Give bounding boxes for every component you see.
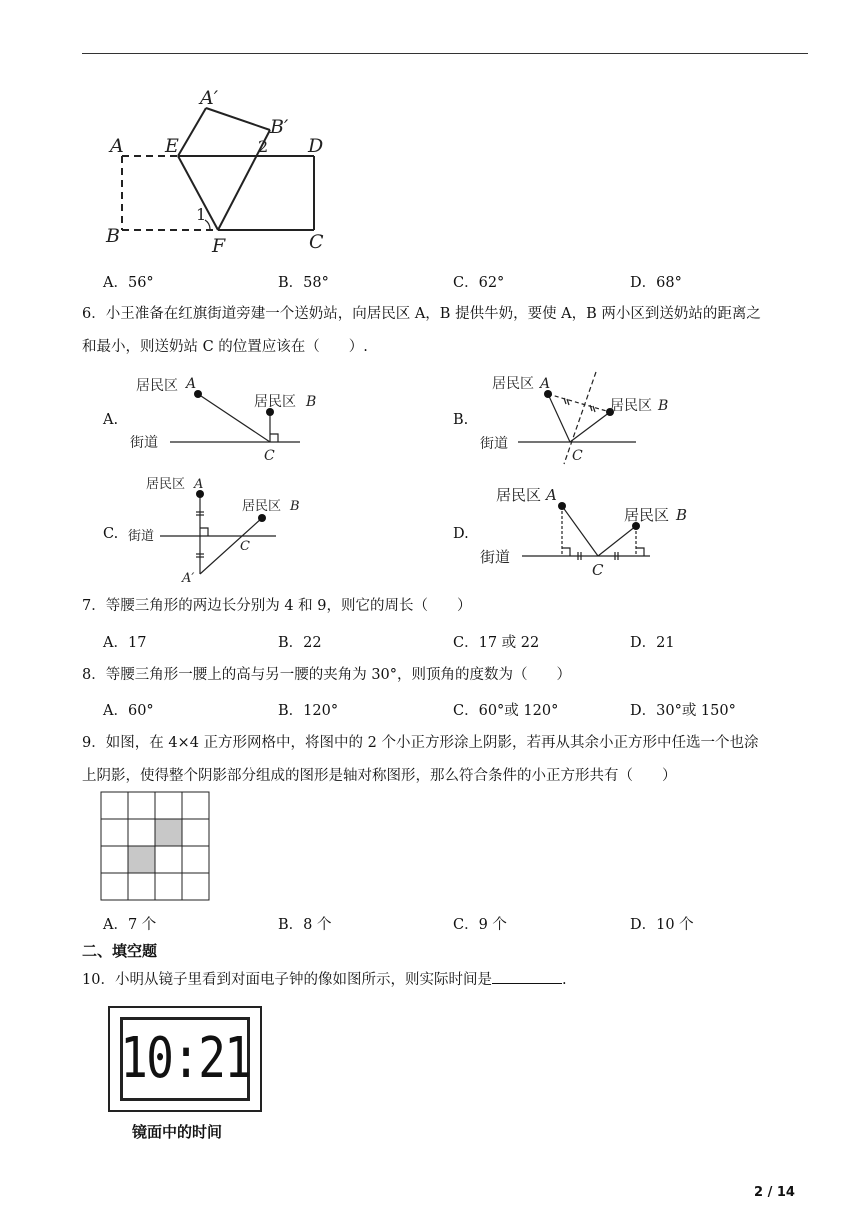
q5-figure [100,84,360,260]
q6a-area-b: 居民区 [254,394,296,410]
q6c-street: 街道 [128,529,155,544]
label-F: F [212,235,226,257]
label-1: 1 [196,205,207,224]
q6-option-d-label[interactable]: D. [453,526,469,542]
q7-option-b[interactable]: B．22 [278,635,322,651]
q6b-letter-a: A [540,376,551,392]
q6c-area-b: 居民区 [242,499,282,514]
label-A: A [110,135,124,157]
label-C: C [309,231,324,253]
q8-option-d[interactable]: D．30°或 150° [630,703,736,719]
q7-option-c[interactable]: C．17 或 22 [453,635,540,651]
q6b-c: C [572,448,583,464]
q6c-letter-b: B [290,499,300,514]
label-E: E [165,135,179,157]
grid-cell [155,792,182,819]
q10-answer-blank[interactable] [492,969,562,984]
grid-cell [101,846,128,873]
q7-option-d[interactable]: D．21 [630,635,675,651]
q8-option-a[interactable]: A．60° [103,703,154,719]
q10-text: 10．小明从镜子里看到对面电子钟的像如图所示，则实际时间是 [82,972,492,988]
q5-option-c[interactable]: C．62° [453,275,505,291]
q6b-street: 街道 [480,436,508,452]
q6b-area-b: 居民区 [610,398,652,414]
grid-cell [182,792,209,819]
grid-cell [101,819,128,846]
q8-text: 8．等腰三角形一腰上的高与另一腰的夹角为 30°，则顶角的度数为（ ） [82,667,572,683]
grid-cell-shaded [128,846,155,873]
q6a-c: C [264,448,275,464]
q6-option-a-figure [120,368,320,468]
grid-cell [128,873,155,900]
grid-cell-shaded [155,819,182,846]
q5-option-b[interactable]: B．58° [278,275,329,291]
q6c-c: C [240,539,250,554]
q6b-letter-b: B [658,398,669,414]
q6-option-a-label[interactable]: A. [103,412,119,428]
grid-cell [182,819,209,846]
q6c-area-a: 居民区 [146,477,186,492]
clock-digits: 10:21 [119,1026,251,1091]
q6d-area-b: 居民区 [624,506,670,524]
grid-cell [155,873,182,900]
page-number: 2 / 14 [754,1185,795,1200]
grid-cell [182,846,209,873]
q6a-area-a: 居民区 [136,378,178,394]
header-rule [82,53,808,54]
q9-option-b[interactable]: B．8 个 [278,917,332,933]
q6-option-b-label[interactable]: B. [453,412,469,428]
q6-option-b-figure [478,368,678,468]
label-A-prime: A′ [200,87,219,109]
q6d-letter-a: A [546,486,557,504]
q6c-letter-a: A [194,477,204,492]
label-B-prime: B′ [270,116,289,138]
q6d-street: 街道 [480,548,511,566]
q6d-c: C [592,561,604,579]
label-B: B [106,225,120,247]
q6-option-d-figure [478,480,708,580]
label-D: D [308,135,324,157]
q5-option-d[interactable]: D．68° [630,275,682,291]
q10-line [82,968,567,992]
q9-option-d[interactable]: D．10 个 [630,917,694,933]
label-2: 2 [258,137,269,156]
q6b-area-a: 居民区 [492,376,534,392]
q6-option-c-label[interactable]: C. [103,526,119,542]
q6d-letter-b: B [676,506,688,524]
grid-cell [182,873,209,900]
q9-text-line2: 上阴影，使得整个阴影部分组成的图形是轴对称图形，那么符合条件的小正方形共有（ ） [82,768,677,784]
q5-option-a[interactable]: A．56° [103,275,154,291]
q6-text-line1: 6．小王准备在红旗街道旁建一个送奶站，向居民区 A，B 提供牛奶，要使 A，B 两小区到送奶站的距离之 [82,306,761,322]
q6-text-line2: 和最小，则送奶站 C 的位置应该在（ ）. [82,339,368,355]
q6c-a-prime: A′ [182,571,195,586]
clock-frame [108,1006,262,1112]
grid-cell [101,792,128,819]
grid-cell [128,819,155,846]
q7-text: 7．等腰三角形的两边长分别为 4 和 9，则它的周长（ ） [82,598,472,614]
q9-text-line1: 9．如图，在 4×4 正方形网格中，将图中的 2 个小正方形涂上阴影，若再从其余小正方形中任选一个也涂 [82,735,759,751]
q9-grid [100,791,212,903]
q8-option-c[interactable]: C．60°或 120° [453,703,559,719]
q6a-street: 街道 [130,435,158,451]
q9-option-a[interactable]: A．7 个 [103,917,157,933]
grid-cell [101,873,128,900]
clock-caption: 镜面中的时间 [132,1123,223,1141]
q9-option-c[interactable]: C．9 个 [453,917,507,933]
q6d-area-a: 居民区 [496,486,542,504]
q6a-letter-a: A [186,376,197,392]
q6-option-c-figure [124,470,324,590]
q7-option-a[interactable]: A．17 [103,635,147,651]
grid-cell [128,792,155,819]
grid-cell [155,846,182,873]
clock-screen [120,1017,250,1101]
q8-option-b[interactable]: B．120° [278,703,339,719]
section-title: 二、填空题 [82,942,158,960]
q6a-letter-b: B [306,394,317,410]
q10-text-end: . [561,972,567,988]
